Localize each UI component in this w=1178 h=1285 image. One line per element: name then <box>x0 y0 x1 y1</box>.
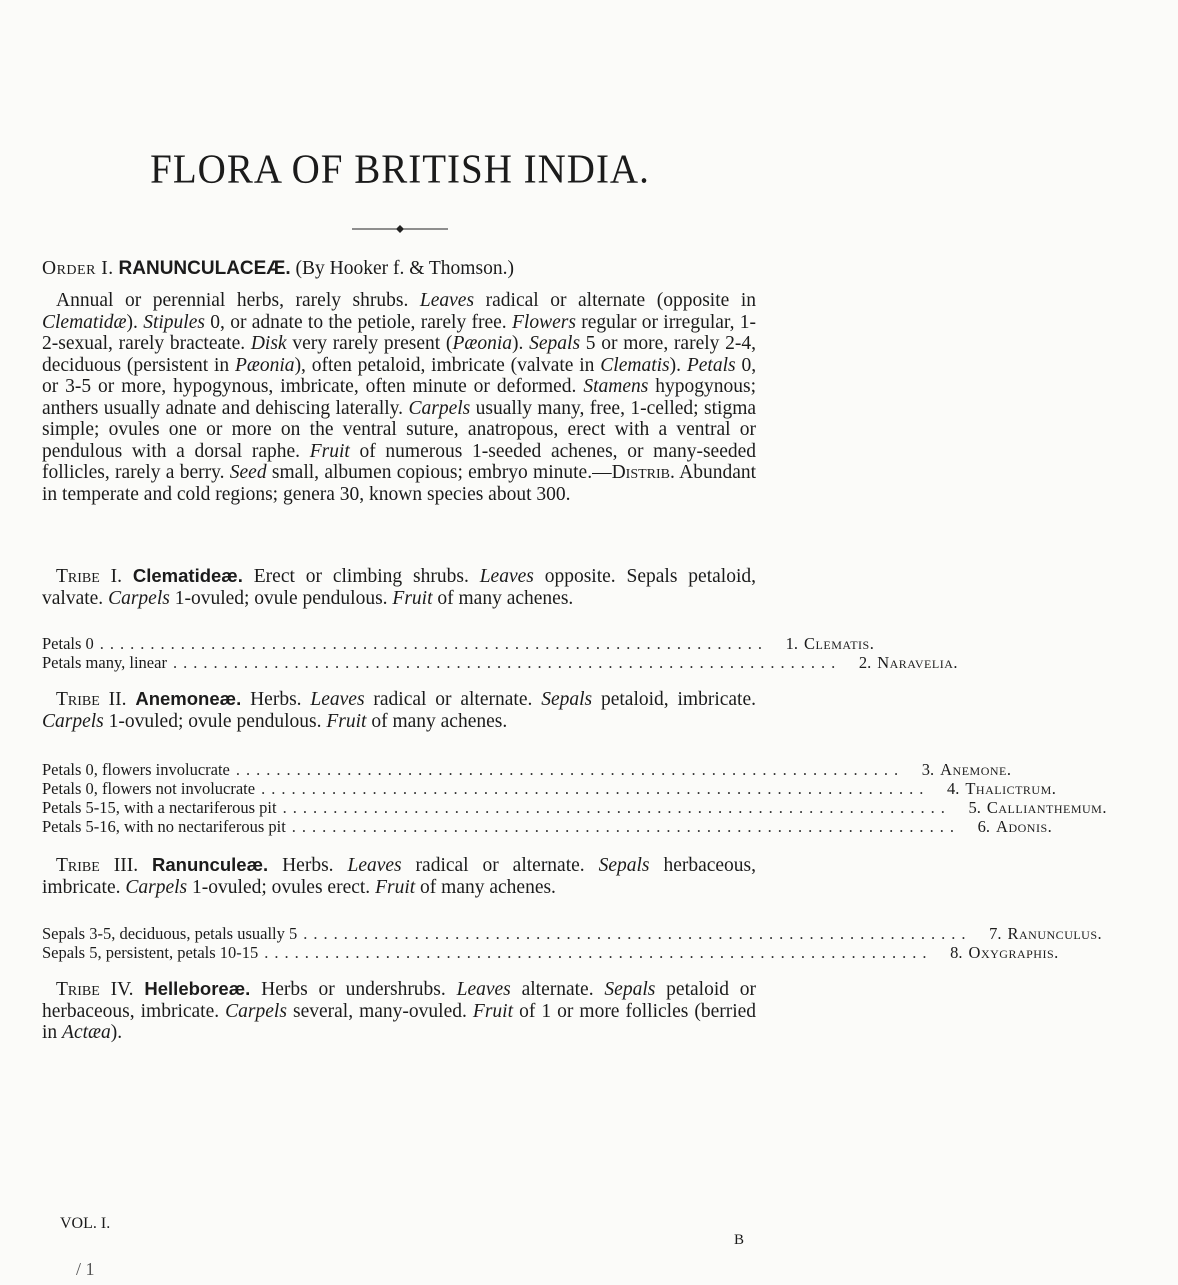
tribe-3-name: Ranunculeæ. <box>152 854 269 875</box>
tribe-1-name: Clematideæ. <box>132 565 243 586</box>
key-row: Petals 0, flowers not involucrate .................................................................. 4. Thalictrum. <box>42 779 1057 798</box>
tribe-4-description: Tribe IV. Helleboreæ. Herbs or undershrubs. Leaves alternate. Sepals petaloid or herbaceous, imbricate. Carpels several, many-ovuled. Fruit of 1 or more follicles (berried in Actæa). <box>42 978 757 1043</box>
pencil-mark: / 1 <box>76 1259 95 1279</box>
key-row: Petals 5-16, with no nectariferous pit .................................................................. 6. Adonis. <box>42 817 1053 836</box>
page-title: FLORA OF BRITISH INDIA. <box>150 146 650 193</box>
tribe-2-name: Anemoneæ. <box>135 688 242 709</box>
order-family: RANUNCULACEÆ. <box>118 258 291 279</box>
key-row: Petals 0 .................................................................. 1. Clematis. <box>42 634 875 653</box>
tribe-3-key <box>42 924 1103 962</box>
tribe-1-description: Tribe I. Clematideæ. Erect or climbing shrubs. Leaves opposite. Sepals petaloid, valvate. Carpels 1-ovuled; ovule pendulous. Fruit of many achenes. <box>42 565 756 609</box>
tribe-2-description: Tribe II. Anemoneæ. Herbs. Leaves radical or alternate. Sepals petaloid, imbricate. Carpels 1-ovuled; ovule pendulous. Fruit of many achenes. <box>42 688 757 732</box>
order-heading <box>42 258 514 280</box>
tribe-4-name: Helleboreæ. <box>144 978 251 999</box>
key-row: Petals many, linear .................................................................. 2. Naravelia. <box>42 653 959 672</box>
key-row: Sepals 3-5, deciduous, petals usually 5 .................................................................. 7. Ranunculus. <box>42 924 1103 943</box>
tribe-1-key <box>42 634 959 672</box>
signature-mark: B <box>734 1232 745 1248</box>
tribe-1-label: Tribe I. <box>56 566 123 587</box>
order-label: Order I. <box>42 258 114 279</box>
key-row: Petals 5-15, with a nectariferous pit .................................................................. 5. Callianthemum. <box>42 798 1107 817</box>
order-authors: (By Hooker f. & Thomson.) <box>295 258 514 279</box>
key-row: Petals 0, flowers involucrate .................................................................. 3. Anemone. <box>42 760 1012 779</box>
tribe-3-label: Tribe III. <box>56 855 139 876</box>
tribe-2-label: Tribe II. <box>56 689 127 710</box>
key-row: Sepals 5, persistent, petals 10-15 .................................................................. 8. Oxygraphis. <box>42 943 1059 962</box>
title-ornament <box>350 224 450 234</box>
tribe-2-key <box>42 760 1107 836</box>
tribe-4-label: Tribe IV. <box>56 979 134 1000</box>
tribe-3-description: Tribe III. Ranunculeæ. Herbs. Leaves radical or alternate. Sepals herbaceous, imbricate. Carpels 1-ovuled; ovules erect. Fruit of many achenes. <box>42 854 757 898</box>
volume-label: VOL. I. <box>60 1215 111 1232</box>
order-description: Annual or perennial herbs, rarely shrubs. Leaves radical or alternate (opposite in Clematidæ). Stipules 0, or adnate to the petiole, rarely free. Flowers regular or irregular, 1-2-sexual, rarely bracteate. Disk very rarely present (Pæonia). Sepals 5 or more, rarely 2-4, deciduous (persistent in Pæonia), often petaloid, imbricate (valvate in Clematis). Petals 0, or 3-5 or more, hypogynous, imbricate, often minute or deformed. Stamens hypogynous; anthers usually adnate and dehiscing laterally. Carpels usually many, free, 1-celled; stigma simple; ovules one or more on the ventral suture, anatropous, erect with a ventral or pendulous with a dorsal raphe. Fruit of numerous 1-seeded achenes, or many-seeded follicles, rarely a berry. Seed small, albumen copious; embryo minute.—Distrib. Abundant in temperate and cold regions; genera 30, known species about 300. <box>42 290 757 505</box>
